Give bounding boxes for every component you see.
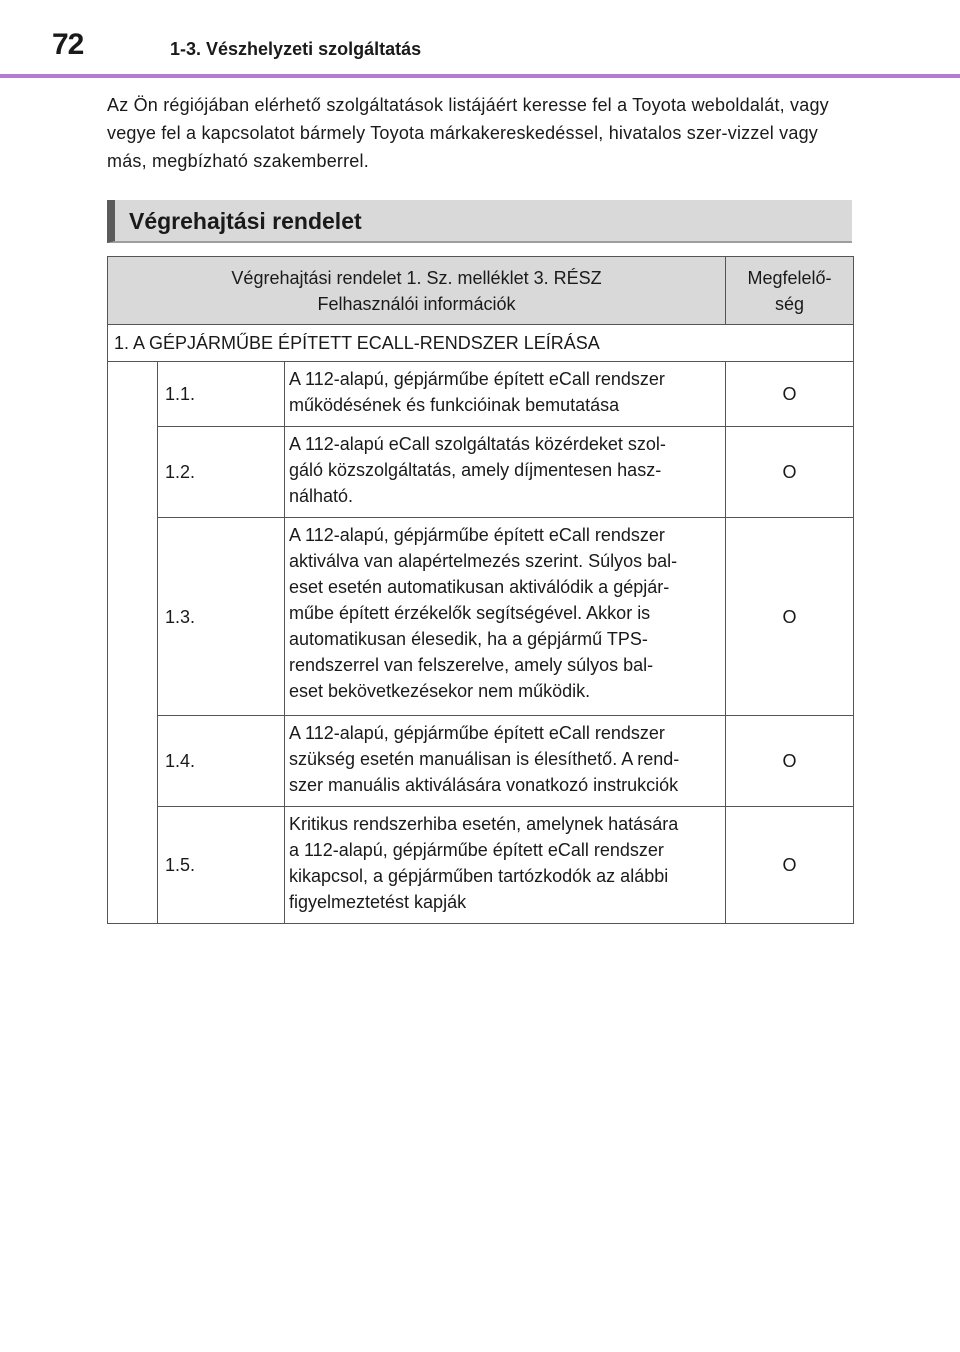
item-number: 1.5. — [158, 807, 285, 924]
description-line: a 112-alapú, gépjárműbe épített eCall rendszer — [289, 840, 664, 860]
table-row — [108, 518, 854, 716]
item-number: 1.2. — [158, 427, 285, 518]
table-row — [108, 427, 854, 518]
item-description — [285, 716, 726, 807]
table-row — [108, 362, 854, 427]
description-line: eset esetén automatikusan aktiválódik a gépjár- — [289, 577, 670, 597]
item-number: 1.4. — [158, 716, 285, 807]
table-row — [108, 807, 854, 924]
description-line: A 112-alapú, gépjárműbe épített eCall rendszer — [289, 525, 665, 545]
subsection-heading-bar — [107, 200, 852, 243]
description-line: figyelmeztetést kapják — [289, 892, 467, 912]
header-rule — [0, 74, 960, 78]
regulation-table — [107, 256, 854, 924]
table-header-compliance — [726, 257, 854, 325]
compliance-value: O — [726, 807, 854, 924]
description-line: rendszerrel van felszerelve, amely súlyos bal- — [289, 655, 654, 675]
description-line: kikapcsol, a gépjárműben tartózkodók az alábbi — [289, 866, 669, 886]
compliance-value: O — [726, 362, 854, 427]
table-section-title: 1. A GÉPJÁRMŰBE ÉPÍTETT ECALL-RENDSZER LEÍRÁSA — [108, 325, 854, 362]
item-number: 1.3. — [158, 518, 285, 716]
table-header-line1: Végrehajtási rendelet 1. Sz. melléklet 3. RÉSZ — [231, 267, 602, 288]
description-line: gáló közszolgáltatás, amely díjmentesen hasz- — [289, 460, 662, 480]
page-header — [0, 0, 960, 80]
section-title: 1-3. Vészhelyzeti szolgáltatás — [170, 39, 422, 59]
description-line: A 112-alapú eCall szolgáltatás közérdeket szol- — [289, 434, 666, 454]
table-header-row — [108, 257, 854, 325]
item-description — [285, 807, 726, 924]
page-number: 72 — [52, 28, 84, 61]
description-line: szer manuális aktiválására vonatkozó instrukciók — [289, 775, 679, 795]
subsection-heading: Végrehajtási rendelet — [129, 208, 362, 234]
table-header-right-line2: ség — [775, 293, 805, 314]
table-header-line2: Felhasználói információk — [317, 293, 516, 314]
table-header-right-line1: Megfelelő- — [747, 267, 832, 288]
item-description — [285, 518, 726, 716]
compliance-value: O — [726, 716, 854, 807]
description-line: A 112-alapú, gépjárműbe épített eCall rendszer — [289, 369, 665, 389]
intro-paragraph: Az Ön régiójában elérhető szolgáltatások listájáért keresse fel a Toyota weboldalát, vagy vegye fel a kapcsolatot bármely Toyota márkakereskedéssel, hivatalos szer-vizzel vagy más, megbízható szakemberrel. — [107, 95, 829, 171]
description-line: A 112-alapú, gépjárműbe épített eCall rendszer — [289, 723, 665, 743]
description-line: aktiválva van alapértelmezés szerint. Súlyos bal- — [289, 551, 678, 571]
item-description — [285, 362, 726, 427]
description-line: automatikusan élesedik, ha a gépjármű TPS- — [289, 629, 648, 649]
description-line: nálható. — [289, 486, 354, 506]
item-description — [285, 427, 726, 518]
table-row — [108, 716, 854, 807]
description-line: Kritikus rendszerhiba esetén, amelynek hatására — [289, 814, 679, 834]
table-section-row — [108, 325, 854, 362]
indent-cell — [108, 362, 158, 924]
item-number: 1.1. — [158, 362, 285, 427]
compliance-value: O — [726, 518, 854, 716]
description-line: működésének és funkcióinak bemutatása — [289, 395, 620, 415]
description-line: eset bekövetkezésekor nem működik. — [289, 681, 591, 701]
description-line: műbe épített érzékelők segítségével. Akkor is — [289, 603, 651, 623]
compliance-value: O — [726, 427, 854, 518]
table-header-title — [108, 257, 726, 325]
description-line: szükség esetén manuálisan is élesíthető. A rend- — [289, 749, 680, 769]
